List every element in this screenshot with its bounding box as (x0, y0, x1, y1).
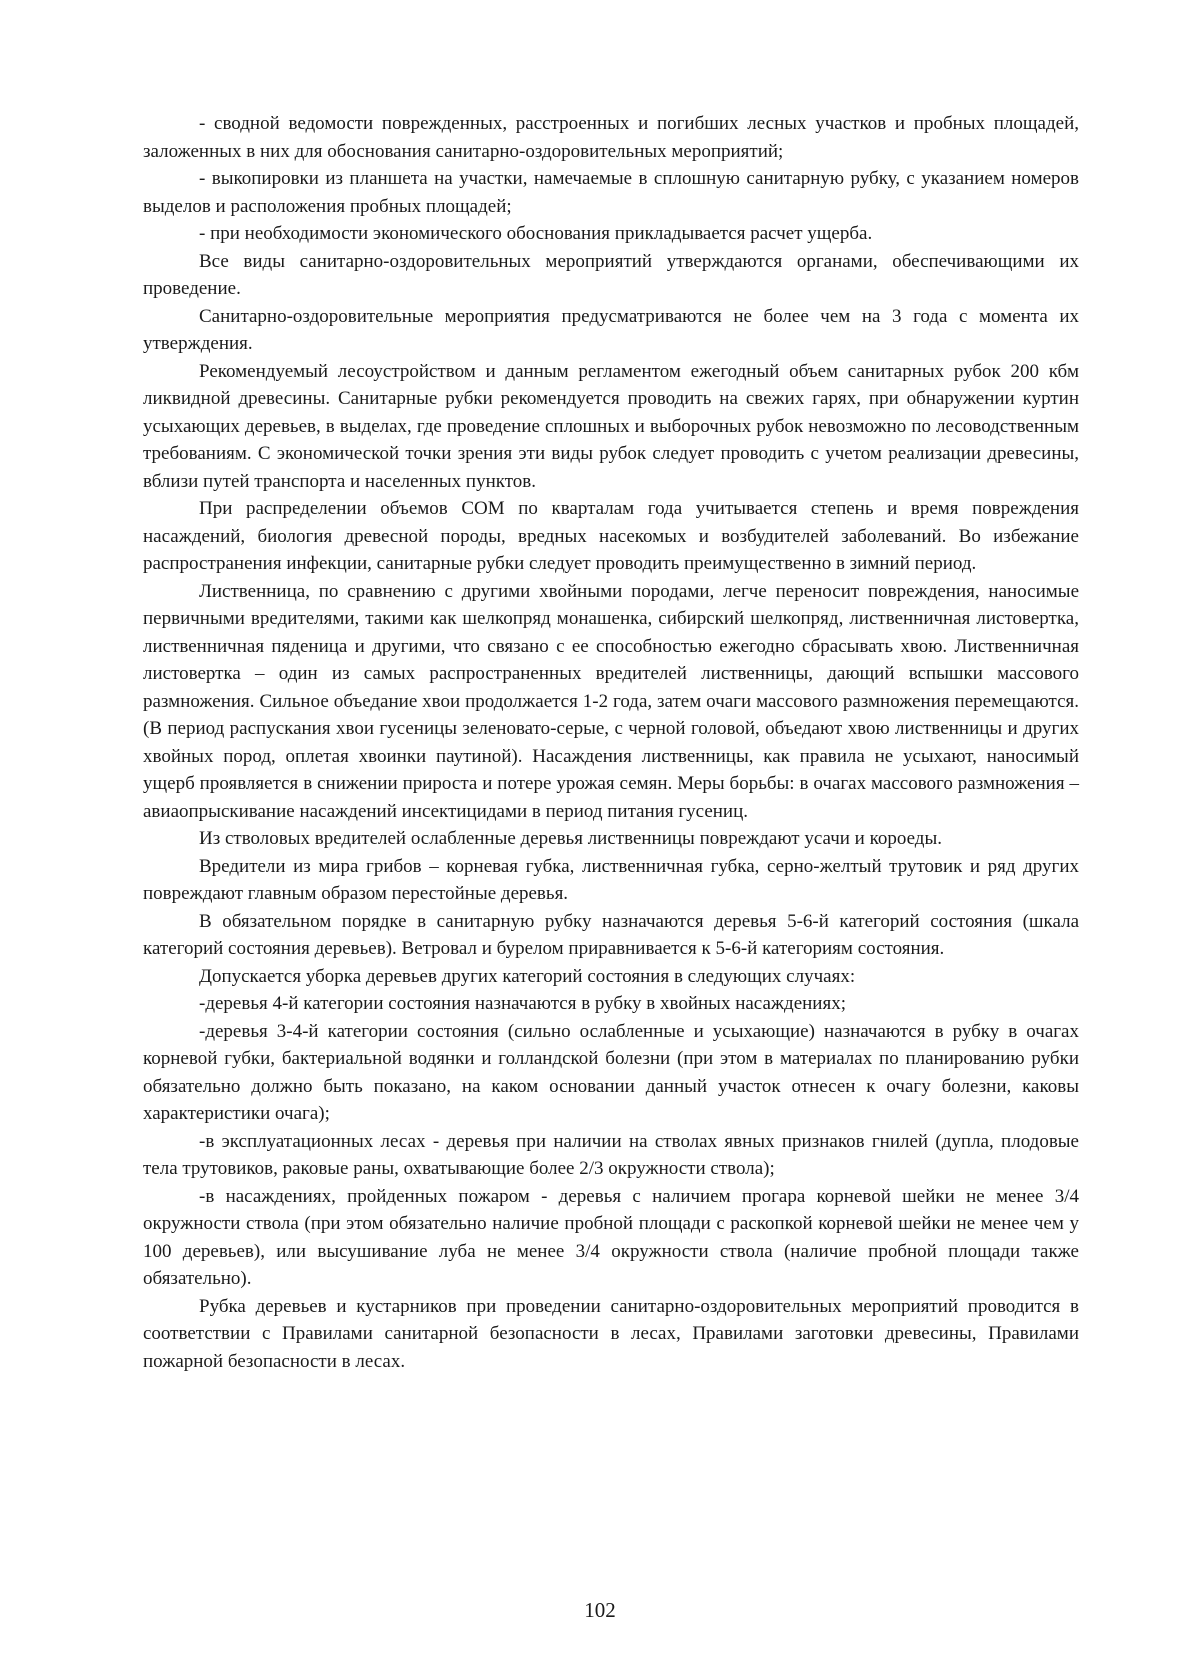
paragraph: Все виды санитарно-оздоровительных мероприятий утверждаются органами, обеспечивающими их проведение. (143, 250, 1079, 299)
paragraph: Лиственница, по сравнению с другими хвойными породами, легче переносит повреждения, наносимые первичными вредителями, такими как шелкопряд монашенка, сибирский шелкопряд, лиственничная листовертка, лиственничная пяденица и другими, что связано с ее способностью ежегодно сбрасывать хвою. Лиственничная листовертка – один из самых распространенных вредителей лиственницы, дающий вспышки массового размножения. Сильное объедание хвои продолжается 1-2 года, затем очаги массового размножения перемещаются. (В период распускания хвои гусеницы зеленовато-серые, с черной головой, объедают хвою лиственницы и других хвойных пород, оплетая хвоинки паутиной). Насаждения лиственницы, как правила не усыхают, наносимый ущерб проявляется в снижении прироста и потере урожая семян. Меры борьбы: в очагах массового размножения – авиаопрыскивание насаждений инсектицидами в период питания гусениц. (143, 580, 1079, 822)
paragraph: При распределении объемов СОМ по кварталам года учитывается степень и время повреждения насаждений, биология древесной породы, вредных насекомых и возбудителей заболеваний. Во избежание распространения инфекции, санитарные рубки следует проводить преимущественно в зимний период. (143, 498, 1079, 574)
paragraph: -деревья 3-4-й категории состояния (сильно ослабленные и усыхающие) назначаются в рубку в очагах корневой губки, бактериальной водянки и голландской болезни (при этом в материалах по планированию рубки обязательно должно быть показано, на каком основании данный участок отнесен к очагу болезни, каковы характеристики очага); (143, 1020, 1079, 1124)
paragraph: -в эксплуатационных лесах - деревья при наличии на стволах явных признаков гнилей (дупла, плодовые тела трутовиков, раковые раны, охватывающие более 2/3 окружности ствола); (143, 1130, 1079, 1179)
document-body (143, 110, 1079, 1375)
paragraph: Рубка деревьев и кустарников при проведении санитарно-оздоровительных мероприятий проводится в соответствии с Правилами санитарной безопасности в лесах, Правилами заготовки древесины, Правилами пожарной безопасности в лесах. (143, 1295, 1079, 1372)
paragraph: Санитарно-оздоровительные мероприятия предусматриваются не более чем на 3 года с момента их утверждения. (143, 305, 1079, 354)
paragraph: Вредители из мира грибов – корневая губка, лиственничная губка, серно-желтый трутовик и ряд других повреждают главным образом перестойные деревья. (143, 855, 1079, 904)
paragraph: Из стволовых вредителей ослабленные деревья лиственницы повреждают усачи и короеды. (199, 828, 942, 849)
paragraph: - при необходимости экономического обоснования прикладывается расчет ущерба. (199, 223, 873, 244)
page-number: 102 (584, 1598, 616, 1622)
paragraph: В обязательном порядке в санитарную рубку назначаются деревья 5-6-й категорий состояния (шкала категорий состояния деревьев). Ветровал и бурелом приравнивается к 5-6-й категориям состояния. (143, 910, 1079, 959)
paragraph: Допускается уборка деревьев других категорий состояния в следующих случаях: (199, 965, 856, 987)
paragraph: Рекомендуемый лесоустройством и данным регламентом ежегодный объем санитарных рубок 200 кбм ликвидной древесины. Санитарные рубки рекомендуется проводить на свежих гарях, при обнаружении куртин усыхающих деревьев, в выделах, где проведение сплошных и выборочных рубок невозможно по лесоводственным требованиям. С экономической точки зрения эти виды рубок следует проводить с учетом реализации древесины, вблизи путей транспорта и населенных пунктов. (143, 360, 1079, 492)
paragraph: -в насаждениях, пройденных пожаром - деревья с наличием прогара корневой шейки не менее 3/4 окружности ствола (при этом обязательно наличие пробной площади с раскопкой корневой шейки не менее чем у 100 деревьев), или высушивание луба не менее 3/4 окружности ствола (наличие пробной площади также обязательно). (143, 1185, 1079, 1289)
paragraph: - сводной ведомости поврежденных, расстроенных и погибших лесных участков и пробных площадей, заложенных в них для обоснования санитарно-оздоровительных мероприятий; (143, 113, 1079, 162)
paragraph: - выкопировки из планшета на участки, намечаемые в сплошную санитарную рубку, с указанием номеров выделов и расположения пробных площадей; (143, 168, 1079, 217)
paragraph: -деревья 4-й категории состояния назначаются в рубку в хвойных насаждениях; (199, 993, 846, 1014)
